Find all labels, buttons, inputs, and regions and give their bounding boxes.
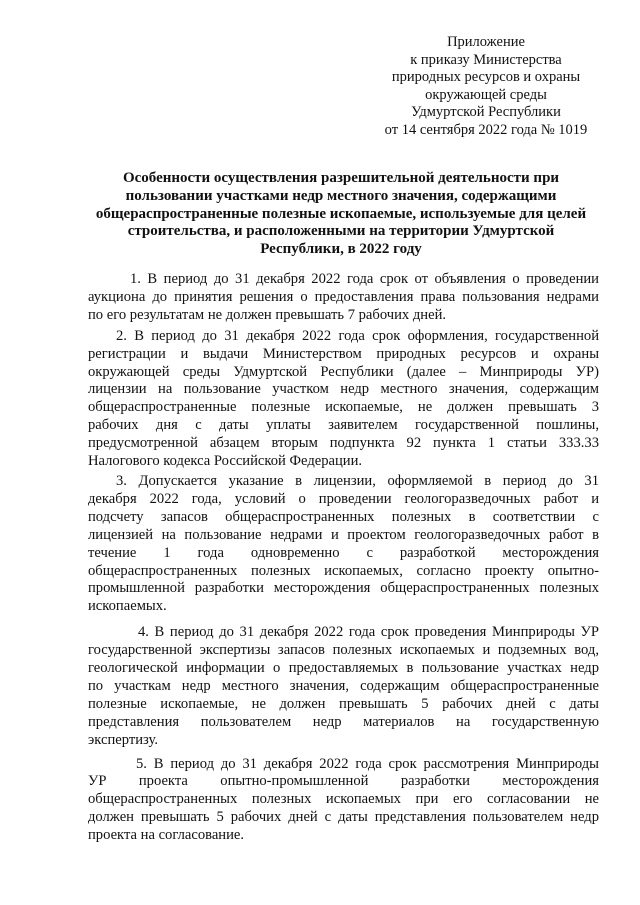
annex-line: Приложение — [447, 34, 525, 50]
title-line: общераспространенные полезные ископаемые, используемые для целей — [95, 205, 587, 222]
paragraph-line: УР проекта опытно-промышленной разработки месторождения — [88, 773, 599, 790]
paragraph-line: общераспространенных полезных ископаемых, согласно проекту опытно- — [88, 562, 599, 579]
paragraph-line: подсчету запасов общераспространенных полезных в соответствии с — [88, 508, 599, 525]
paragraph-line: аукциона до принятия решения о предоставления права пользования недрами — [88, 288, 599, 305]
paragraph-line: 2. В период до 31 декабря 2022 года срок оформления, государственной — [116, 327, 599, 344]
paragraph-line: промышленной разработки месторождения общераспространенных полезных — [88, 580, 599, 597]
title-line: строительства, и расположенными на территории Удмуртской — [127, 223, 555, 240]
paragraph-line: лицензии на пользование участком недр местного значения, содержащим — [88, 381, 599, 398]
document-title — [88, 170, 594, 259]
paragraph-line: 3. Допускается указание в лицензии, оформляемой в период до 31 — [116, 472, 599, 489]
paragraph-line: общераспространенные полезные ископаемые, не должен превышать 3 — [88, 399, 599, 416]
paragraph-line: 5. В период до 31 декабря 2022 года срок рассмотрения Минприроды — [136, 755, 599, 772]
paragraph-line: экспертизу. — [88, 731, 158, 748]
paragraph-line: лицензией на пользование недрами и проектом геологоразведочных работ в — [88, 526, 599, 543]
paragraph-line: полезные ископаемые, не должен превышать 5 рабочих дней с даты — [88, 695, 599, 712]
paragraph-line: геологической информации о предоставляемых в пользование участках недр — [88, 660, 599, 677]
paragraph-line: Налогового кодекса Российской Федерации. — [88, 453, 363, 470]
paragraph-line: должен превышать 5 рабочих дней с даты представления пользователем недр — [88, 809, 599, 826]
paragraph-line: представления пользователем недр материалов на государственную — [88, 713, 599, 730]
paragraph-line: государственной экспертизы запасов полезных ископаемых и подземных вод, — [88, 642, 599, 659]
paragraph-5 — [88, 756, 599, 846]
paragraph-line: регистрации и выдачи Министерством природных ресурсов и охраны — [88, 345, 599, 362]
annex-line: к приказу Министерства — [410, 51, 562, 68]
paragraph-line: 4. В период до 31 декабря 2022 года срок проведения Минприроды УР — [138, 624, 599, 641]
paragraph-line: рабочих дня с даты уплаты заявителем государственной пошлины, — [88, 417, 599, 434]
paragraph-line: по участкам недр местного значения, содержащим общераспространенные — [88, 677, 599, 694]
title-line: Особенности осуществления разрешительной деятельности при — [122, 170, 560, 186]
annex-header — [366, 34, 606, 139]
paragraph-line: течение 1 года одновременно с разработкой месторождения — [88, 544, 599, 561]
annex-line: природных ресурсов и охраны — [391, 69, 581, 85]
paragraph-line: окружающей среды Удмуртской Республики (далее – Минприроды УР) — [88, 363, 599, 380]
annex-line: Удмуртской Республики — [411, 104, 561, 120]
annex-line: окружающей среды — [425, 86, 547, 103]
paragraph-line: 1. В период до 31 декабря 2022 года срок от объявления о проведении — [130, 271, 599, 287]
paragraph-3 — [88, 473, 599, 616]
paragraph-line: общераспространенных полезных ископаемых при его согласовании не — [88, 791, 599, 808]
paragraph-2 — [88, 328, 599, 471]
paragraph-line: ископаемых. — [88, 598, 167, 615]
paragraph-line: проекта на согласование. — [88, 827, 245, 844]
title-line: пользовании участками недр местного значения, содержащими — [125, 187, 557, 204]
paragraph-line: предусмотренной абзацем вторым подпункта 92 пункта 1 статьи 333.33 — [88, 435, 599, 452]
title-line: Республики, в 2022 году — [260, 241, 422, 258]
paragraph-1 — [88, 271, 599, 325]
paragraph-line: по его результатам не должен превышать 7 рабочих дней. — [88, 306, 447, 323]
document-body — [88, 271, 599, 847]
annex-line: от 14 сентября 2022 года № 1019 — [384, 121, 588, 138]
paragraph-line: декабря 2022 года, условий о проведении геологоразведочных работ и — [88, 490, 599, 507]
paragraph-4 — [88, 624, 599, 749]
